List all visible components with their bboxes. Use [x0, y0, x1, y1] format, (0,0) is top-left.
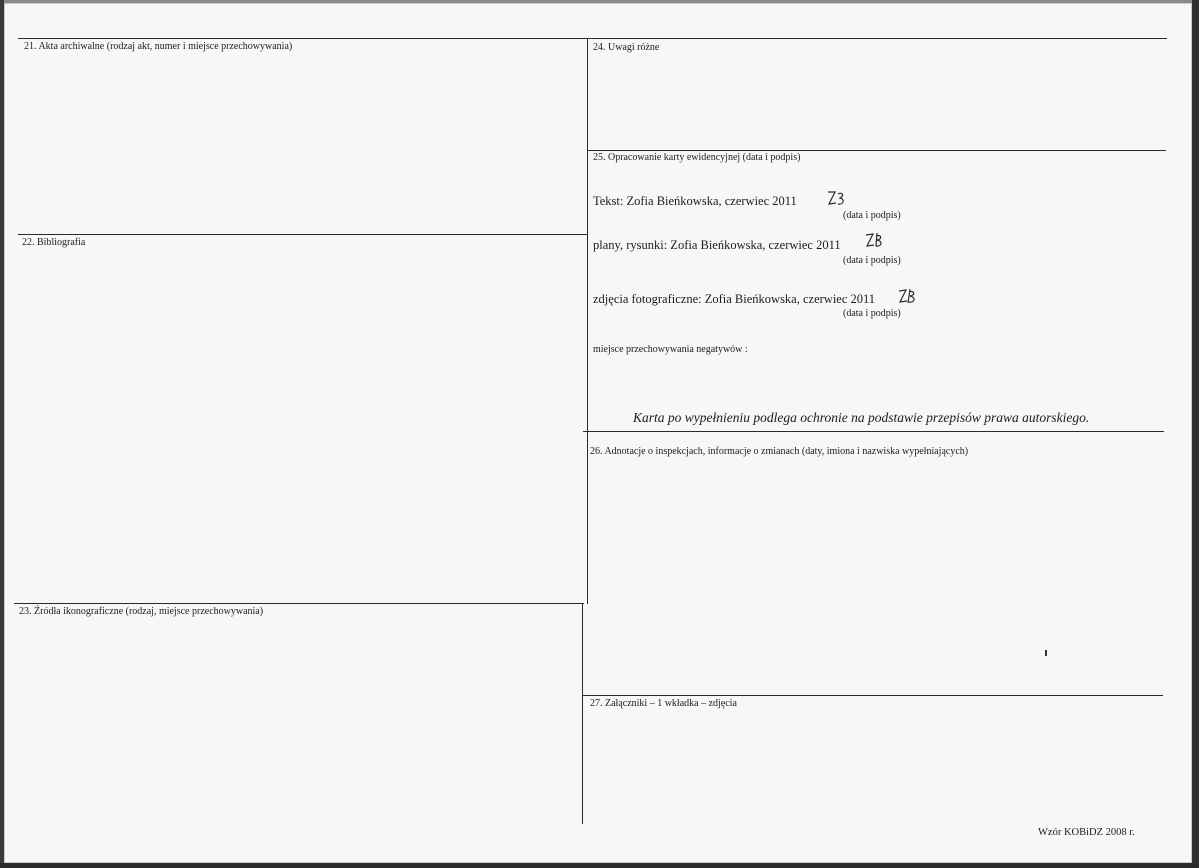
section-25-label: 25. Opracowanie karty ewidencyjnej (data i podpis) — [593, 152, 801, 163]
rule-25 — [588, 150, 1166, 151]
data-podpis-3: (data i podpis) — [843, 308, 901, 319]
tekst-entry: Tekst: Zofia Bieńkowska, czerwiec 2011 — [593, 194, 797, 208]
section-23-label: 23. Źródła ikonograficzne (rodzaj, miejsce przechowywania) — [19, 606, 264, 617]
signature-initials-3 — [897, 287, 919, 305]
form-template-footer: Wzór KOBiDZ 2008 r. — [1038, 827, 1135, 838]
zdjecia-entry: zdjęcia fotograficzne: Zofia Bieńkowska, czerwiec 2011 — [593, 292, 876, 306]
negatives-location-label: miejsce przechowywania negatywów : — [593, 344, 748, 355]
section-24-label: 24. Uwagi różne — [593, 42, 660, 53]
signature-initials-2 — [864, 231, 886, 249]
section-22-label: 22. Bibliografia — [22, 237, 86, 248]
plany-entry: plany, rysunki: Zofia Bieńkowska, czerwiec 2011 — [593, 238, 841, 252]
rule-27 — [583, 695, 1163, 696]
section-27-label: 27. Załączniki – 1 wkładka – zdjęcia — [590, 698, 737, 709]
data-podpis-2: (data i podpis) — [843, 255, 901, 266]
rule-23 — [14, 603, 584, 604]
scan-edge-bottom — [0, 863, 1199, 868]
signature-initials-1 — [826, 189, 848, 207]
scan-edge-right — [1192, 0, 1199, 868]
copyright-note: Karta po wypełnieniu podlega ochronie na podstawie przepisów prawa autorskiego. — [633, 410, 1090, 425]
section-26-label: 26. Adnotacje o inspekcjach, informacje o zmianach (daty, imiona i nazwiska wypełniających) — [590, 446, 969, 457]
top-rule — [18, 38, 1167, 39]
rule-26 — [583, 431, 1164, 432]
section-21-label: 21. Akta archiwalne (rodzaj akt, numer i miejsce przechowywania) — [24, 41, 293, 52]
column-divider-lower — [582, 604, 583, 824]
rule-22 — [18, 234, 587, 235]
data-podpis-1: (data i podpis) — [843, 210, 901, 221]
form-sheet — [4, 3, 1192, 863]
scan-speck — [1045, 650, 1047, 656]
column-divider-upper — [587, 38, 588, 604]
